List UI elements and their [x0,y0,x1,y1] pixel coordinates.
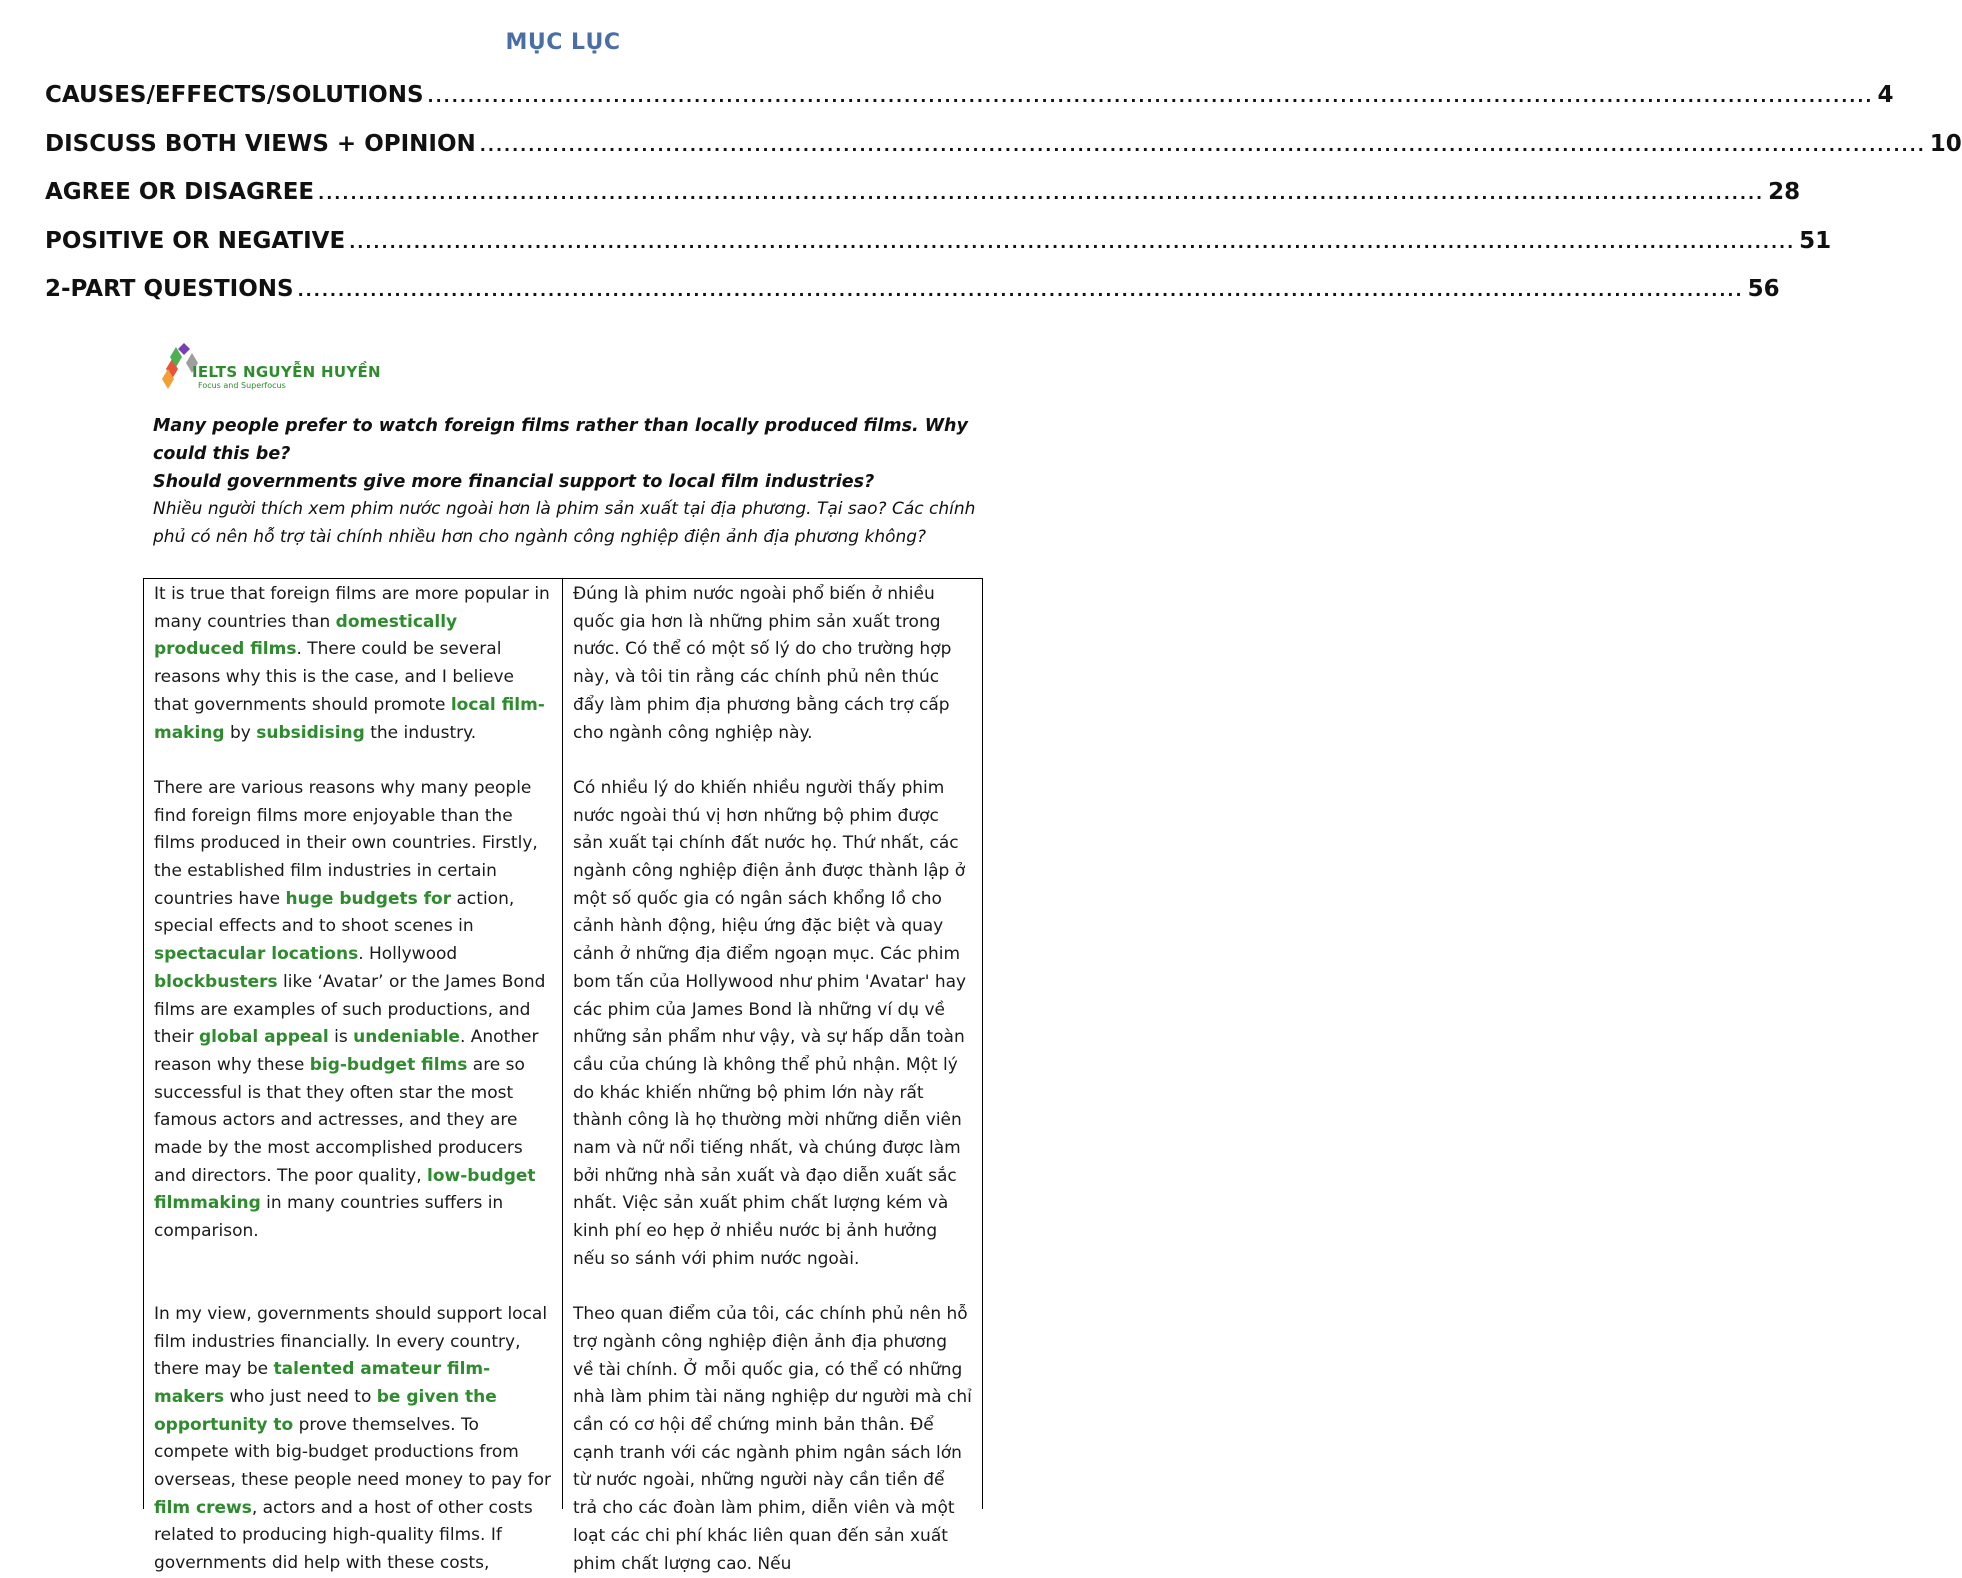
highlighted-vocab: domestically produced films [154,611,458,660]
toc-leader-dots [349,233,1795,252]
text-run: , actors and a host of other costs related to producing high-quality films. If governments did help with these costs, [154,1497,533,1574]
toc-entry-page: 51 [1799,227,1832,254]
question-english [153,412,983,496]
toc-leader-dots [318,184,1764,203]
highlighted-vocab: low-budget filmmaking [154,1165,536,1214]
toc-entry[interactable] [45,179,1801,228]
vi-paragraph-3: Theo quan điểm của tôi, các chính phủ nên hỗ trợ ngành công nghiệp điện ảnh địa phương về tài chính. Ở mỗi quốc gia, có thể có những nhà làm phim tài năng nghiệp dư người mà chỉ cần có cơ hội để chứng minh bản thân. Để cạnh tranh với các ngành phim ngân sách lớn từ nước ngoài, những người này cần tiền để trả cho các đoàn làm phim, diễn viên và một loạt các chi phí khác liên quan đến sản xuất phim chất lượng cao. Nếu [573,1304,972,1574]
english-column [144,579,563,1574]
highlighted-vocab: talented amateur film-makers [154,1359,491,1407]
toc-entry[interactable] [45,276,1780,325]
highlighted-vocab: spectacular locations [154,944,359,965]
vietnamese-column [563,579,982,1574]
question-line-1: Many people prefer to watch foreign films rather than locally produced films. Why could this be? [153,416,968,464]
text-run: in many countries suffers in comparison. [154,1193,504,1242]
highlighted-vocab: huge budgets for [285,888,452,909]
toc-entry-page: 56 [1747,276,1780,302]
vi-paragraph-2: Có nhiều lý do khiến nhiều người thấy phim nước ngoài thú vị hơn những bộ phim được sản xuất tại chính đất nước họ. Thứ nhất, các ngành công nghiệp điện ảnh được thành lập ở một số quốc gia có ngân sách khổng lồ cho cảnh hành động, hiệu ứng đặc biệt và quay cảnh ở những địa điểm ngoạn mục. Các phim bom tấn của Hollywood như phim 'Avatar' hay các phim của James Bond là những ví dụ về những sản phẩm như vậy, và sự hấp dẫn toàn cầu của chúng là không thể phủ nhận. Một lý do khác khiến những bộ phim lớn này rất thành công là họ thường mời những diễn viên nam và nữ nổi tiếng nhất, và chúng được làm bởi những nhà sản xuất và đạo diễn xuất sắc nhất. Việc sản xuất phim chất lượng kém và kinh phí eo hẹp ở nhiều nước bị ảnh hưởng nếu so sánh với phim nước ngoài. [573,777,967,1269]
en-paragraph-3 [154,1301,552,1578]
text-run: by [224,722,257,743]
text-run: There are various reasons why many people find foreign films more enjoyable than the films produced in their own countries. Firstly, the established film industries in certain countries have [154,777,538,909]
highlighted-vocab: subsidising [256,722,365,743]
toc-entry-label: 2-PART QUESTIONS [45,276,294,302]
text-run: . Hollywood [358,944,458,965]
toc-entry-label: DISCUSS BOTH VIEWS + OPINION [45,130,476,157]
text-run: the industry. [364,722,477,743]
text-run: In my view, governments should support local film industries financially. In every country, there may be [154,1303,548,1380]
text-run: who just need to [224,1386,377,1407]
toc-entry-page: 4 [1877,82,1894,108]
toc-leader-dots [298,281,1744,300]
en-paragraph-2 [154,775,552,1246]
highlighted-vocab: big-budget films [309,1054,468,1075]
en-paragraph-1 [154,581,552,747]
essay-table [143,578,983,1574]
highlighted-vocab: film crews [154,1497,252,1518]
toc-title: MỤC LỤC [505,30,621,55]
question-line-2: Should governments give more financial support to local film industries? [153,472,875,492]
text-run: . There could be several reasons why this is the case, and I believe that governments should promote [154,639,515,715]
text-run: prove themselves. To compete with big-budget productions from overseas, these people need money to pay for [154,1414,552,1491]
toc-entry-label: CAUSES/EFFECTS/SOLUTIONS [45,82,424,108]
text-run: action, special effects and to shoot scenes in [154,888,515,937]
text-run: is [328,1027,354,1048]
highlighted-vocab: undeniable [353,1027,460,1048]
toc-entry-label: POSITIVE OR NEGATIVE [45,227,346,254]
text-run: like ‘Avatar’ or the James Bond films are examples of such productions, and their [154,971,546,1048]
logo-brand-text: IELTS NGUYỄN HUYỀN [192,363,381,381]
text-run: . Another reason why these [154,1027,539,1075]
toc-entry[interactable] [45,227,1832,277]
toc-entry-label: AGREE OR DISAGREE [45,179,315,205]
toc-entry[interactable] [45,130,1962,180]
question-vietnamese: Nhiều người thích xem phim nước ngoài hơn là phim sản xuất tại địa phương. Tại sao? Các chính phủ có nên hỗ trợ tài chính nhiều hơn cho ngành công nghiệp điện ảnh địa phương không? [153,499,976,547]
highlighted-vocab: be given the opportunity to [154,1386,497,1435]
text-run: It is true that foreign films are more popular in many countries than [154,584,550,632]
vi-paragraph-1: Đúng là phim nước ngoài phổ biến ở nhiều quốc gia hơn là những phim sản xuất trong nước. Có thể có một số lý do cho trường hợp này, và tôi tin rằng các chính phủ nên thúc đẩy làm phim địa phương bằng cách trợ cấp cho ngành công nghiệp này. [573,584,952,743]
toc-entry[interactable] [45,82,1894,131]
highlighted-vocab: global appeal [199,1027,329,1048]
toc-entry-page: 28 [1768,179,1801,205]
table-of-contents [45,82,1962,325]
highlighted-vocab: local film-making [154,694,545,743]
logo-tagline: Focus and Superfocus [198,381,286,390]
toc-entry-page: 10 [1929,130,1962,157]
highlighted-vocab: blockbusters [154,971,278,992]
toc-leader-dots [428,87,1874,106]
toc-leader-dots [480,136,1926,155]
brand-logo [160,343,380,393]
text-run: are so successful is that they often star the most famous actors and actresses, and they are made by the most accomplished producers and directors. The poor quality, [154,1054,525,1186]
